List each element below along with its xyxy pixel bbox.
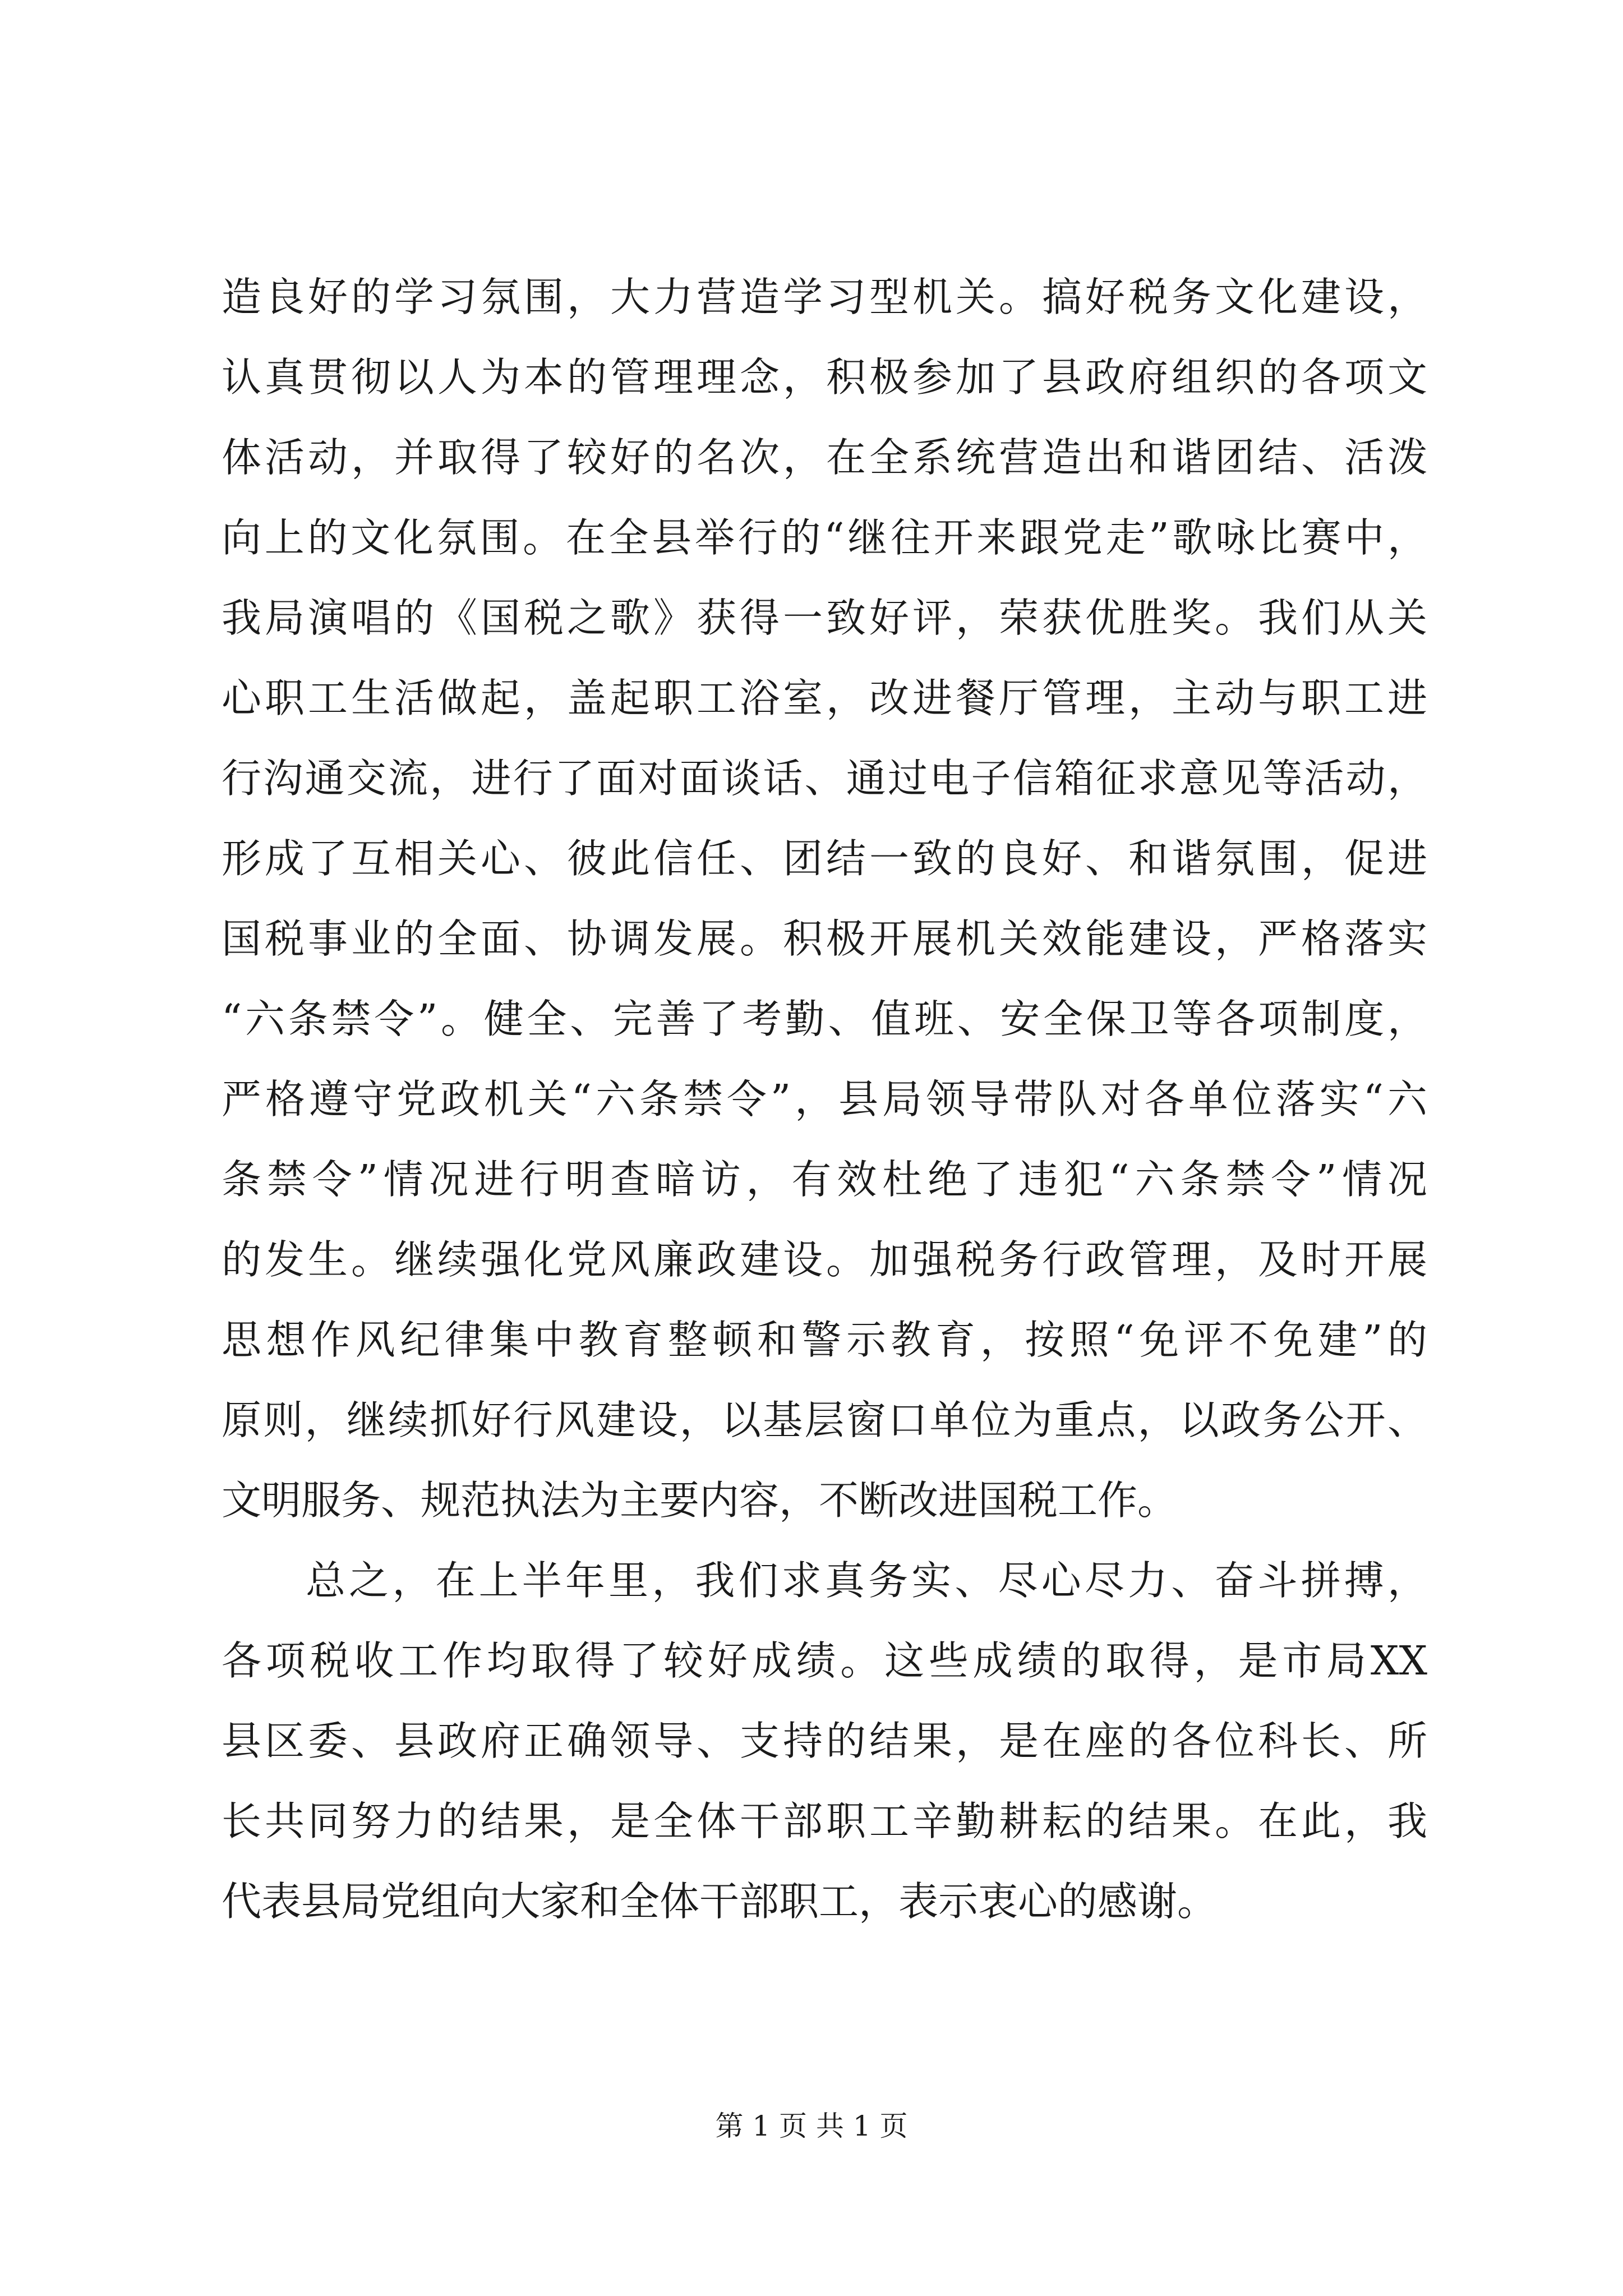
- text-line: 长共同努力的结果，是全体干部职工辛勤耕耘的结果。在此，我: [222, 1798, 1427, 1844]
- text-line: 造良好的学习氛围，大力营造学习型机关。搞好税务文化建设，: [222, 274, 1427, 320]
- text-line: 严格遵守党政机关“六条禁令”，县局领导带队对各单位落实“六: [222, 1076, 1427, 1122]
- text-line: 认真贯彻以人为本的管理理念，积极参加了县政府组织的各项文: [222, 354, 1427, 401]
- text-line: 原则，继续抓好行风建设，以基层窗口单位为重点，以政务公开、: [222, 1397, 1427, 1443]
- paragraph-1: [222, 257, 1427, 1540]
- text-line: 国税事业的全面、协调发展。积极开展机关效能建设，严格落实: [222, 915, 1427, 962]
- text-line: 体活动，并取得了较好的名次，在全系统营造出和谐团结、活泼: [222, 434, 1427, 481]
- paragraph-2: [222, 1540, 1427, 1941]
- text-line: 我局演唱的《国税之歌》获得一致好评，荣获优胜奖。我们从关: [222, 595, 1427, 641]
- text-line: 向上的文化氛围。在全县举行的“继往开来跟党走”歌咏比赛中，: [222, 514, 1427, 561]
- text-line: 心职工生活做起，盖起职工浴室，改进餐厅管理，主动与职工进: [222, 675, 1427, 721]
- text-line: 代表县局党组向大家和全体干部职工，表示衷心的感谢。: [222, 1878, 1218, 1925]
- text-line: 的发生。继续强化党风廉政建设。加强税务行政管理，及时开展: [222, 1236, 1427, 1283]
- text-line: 文明服务、规范执法为主要内容，不断改进国税工作。: [222, 1477, 1178, 1524]
- document-body: [222, 257, 1427, 1941]
- text-line: 条禁令”情况进行明查暗访，有效杜绝了违犯“六条禁令”情况: [222, 1156, 1427, 1203]
- text-line: 总之，在上半年里，我们求真务实、尽心尽力、奋斗拼搏，: [306, 1557, 1427, 1604]
- text-line: 行沟通交流，进行了面对面谈话、通过电子信箱征求意见等活动，: [222, 755, 1427, 802]
- text-line: 形成了互相关心、彼此信任、团结一致的良好、和谐氛围，促进: [222, 835, 1427, 882]
- text-line: 各项税收工作均取得了较好成绩。这些成绩的取得，是市局XX: [222, 1637, 1427, 1684]
- text-line: 县区委、县政府正确领导、支持的结果，是在座的各位科长、所: [222, 1718, 1427, 1764]
- page-footer: [0, 2106, 1623, 2146]
- page-number: 第 1 页 共 1 页: [715, 2110, 908, 2142]
- text-line: 思想作风纪律集中教育整顿和警示教育，按照“免评不免建”的: [222, 1317, 1427, 1363]
- text-line: “六条禁令”。健全、完善了考勤、值班、安全保卫等各项制度，: [222, 996, 1427, 1042]
